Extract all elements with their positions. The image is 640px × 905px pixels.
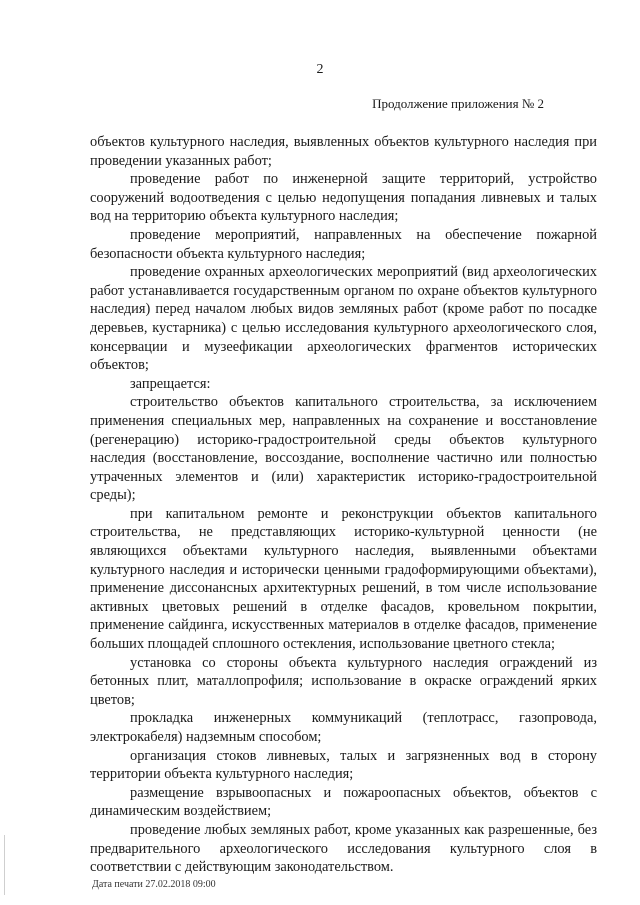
paragraph: организация стоков ливневых, талых и загрязненных вод в сторону территории объекта культурного наследия;: [90, 747, 597, 783]
appendix-continuation-note: Продолжение приложения № 2: [372, 96, 544, 111]
scan-edge-line: [4, 835, 5, 895]
paragraph: строительство объектов капитального строительства, за исключением применения специальных мер, направленных на сохранение и восстановление (регенерацию) историко-градостроительной среды объектов культурного наследия (восстановление, воссоздание, восполнение частично или полностью утраченных элементов и (или) характеристик историко-градостроительной среды);: [90, 394, 597, 504]
paragraph: проведение работ по инженерной защите территорий, устройство сооружений водоотведения с целью недопущения попадания ливневых и талых вод на территорию объекта культурного наследия;: [90, 171, 597, 225]
page-number: 2: [316, 62, 324, 77]
paragraph: проведение охранных археологических мероприятий (вид археологических работ устанавливается государственным органом по охране объектов культурного наследия) перед началом любых видов земляных работ (кроме работ по посадке деревьев, кустарника) с целью исследования культурного археологического слоя, консервации и музеефикации археологических фрагментов исторических объектов;: [90, 264, 597, 374]
paragraph: проведение любых земляных работ, кроме указанных как разрешенные, без предварительного археологического исследования культурного слоя в соответствии с действующим законодательством.: [90, 821, 597, 876]
paragraph-prohibited-heading: запрещается:: [130, 375, 211, 392]
paragraph: прокладка инженерных коммуникаций (теплотрасс, газопровода, электрокабеля) надземным способом;: [90, 710, 597, 745]
paragraph: установка со стороны объекта культурного наследия ограждений из бетонных плит, маталлопрофиля; использование в окраске ограждений ярких цветов;: [90, 654, 597, 708]
document-body: [90, 133, 597, 877]
paragraph: размещение взрывоопасных и пожароопасных объектов, объектов с динамическим воздействием;: [90, 784, 597, 820]
paragraph: проведение мероприятий, направленных на обеспечение пожарной безопасности объекта культурного наследия;: [90, 226, 597, 262]
paragraph: при капитальном ремонте и реконструкции объектов капитального строительства, не представляющих историко-культурной ценности (не являющихся объектами культурного наследия, выявленными объектами культурного наследия и исторически ценными градоформирующими объектами), применение диссонансных архитектурных решений, в том числе использование активных цветовых решений в отделке фасадов, кровельном покрытии, применение сайдинга, искусственных материалов в отделке фасадов, применение больших площадей сплошного остекления, использование цветного стекла;: [90, 505, 597, 653]
paragraph: объектов культурного наследия, выявленных объектов культурного наследия при проведении указанных работ;: [90, 134, 597, 169]
print-date: Дата печати 27.02.2018 09:00: [92, 879, 216, 890]
